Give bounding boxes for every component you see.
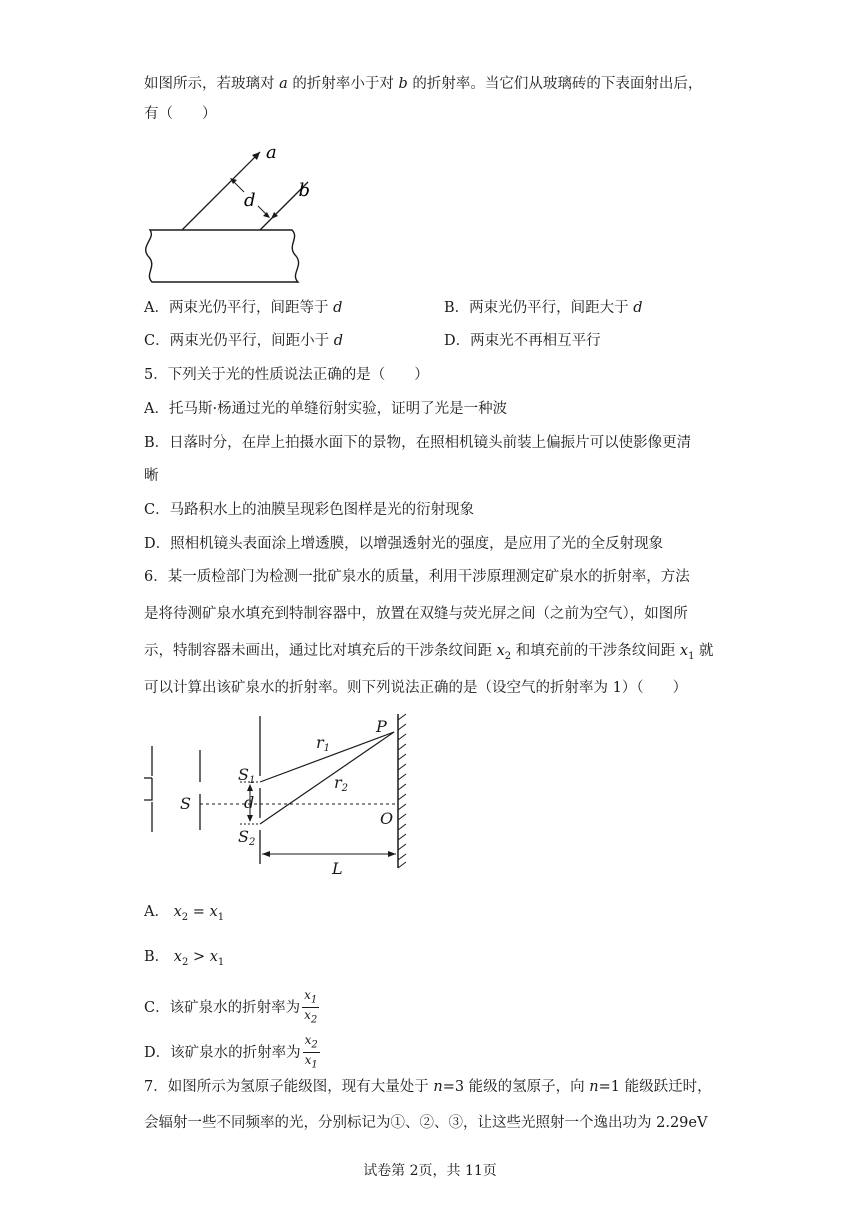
label-b: b [298, 180, 310, 201]
q5-option-b-line2: 晰 [144, 468, 159, 484]
q4-stem-line2: 有（ ） [144, 106, 217, 122]
q6-stem-line1: 6．某一质检部门为检测一批矿泉水的质量，利用干涉原理测定矿泉水的折射率，方法 [144, 569, 690, 585]
q5-stem: 5．下列关于光的性质说法正确的是（ ） [144, 367, 429, 383]
label-P: P [376, 717, 387, 736]
label-r1: r1 [316, 733, 331, 754]
label-L: L [332, 859, 343, 878]
q6-option-a: A． $x_2 = x_1$ [144, 904, 225, 923]
label-O: O [380, 809, 394, 828]
q7-stem-line1: 7．如图所示为氢原子能级图，现有大量处于 n=3 能级的氢原子，向 n=1 能级跃迁时， [144, 1079, 712, 1095]
q4-option-b: B．两束光仍平行，间距大于 d [444, 300, 643, 316]
q7-stem-line2: 会辐射一些不同频率的光，分别标记为①、②、③，让这些光照射一个逸出功为 2.29eV [144, 1115, 708, 1131]
q4-option-a: A．两束光仍平行，间距等于 d [144, 300, 343, 316]
q4-option-d: D．两束光不再相互平行 [444, 333, 601, 349]
q6-stem-line2: 是将待测矿泉水填充到特制容器中，放置在双缝与荧光屏之间（之前为空气），如图所 [144, 606, 688, 622]
q4-stem-line1: 如图所示，若玻璃对 a 的折射率小于对 b 的折射率。当它们从玻璃砖的下表面射出后， [144, 76, 703, 92]
q6-stem-line4: 可以计算出该矿泉水的折射率。则下列说法正确的是（设空气的折射率为 1）（ ） [144, 680, 688, 696]
q6-option-d: D．该矿泉水的折射率为 $\frac{x_2}{x_1}$ [144, 1033, 318, 1071]
glass-brick-figure [140, 138, 310, 288]
q4-option-c: C．两束光仍平行，间距小于 d [144, 333, 343, 349]
fraction-x2-over-x1: $\frac{x_2}{x_1}$ [304, 1033, 318, 1071]
label-a: a [266, 142, 277, 163]
fraction-x1-over-x2: $\frac{x_1}{x_2}$ [304, 988, 318, 1026]
label-d: d [244, 190, 256, 211]
q5-option-d: D．照相机镜头表面涂上增透膜，以增强透射光的强度，是应用了光的全反射现象 [144, 536, 664, 552]
label-r2: r2 [334, 773, 349, 794]
page-footer: 试卷第 2页，共 11页 [363, 1163, 497, 1179]
label-S1: S1 [238, 765, 256, 786]
label-S: S [180, 794, 191, 813]
q5-option-b-line1: B．日落时分，在岸上拍摄水面下的景物，在照相机镜头前装上偏振片可以使影像更清 [144, 435, 692, 451]
label-S2: S2 [238, 827, 256, 848]
q6-option-b: B． $x_2 > x_1$ [144, 949, 225, 968]
q6-stem-line3: 示，特制容器未画出，通过比对填充后的干涉条纹间距 $x_2$ 和填充前的干涉条纹间距 $x_1$ 就 [144, 643, 714, 662]
q6-option-c: C．该矿泉水的折射率为 $\frac{x_1}{x_2}$ [144, 988, 318, 1026]
q5-option-a: A．托马斯·杨通过光的单缝衍射实验，证明了光是一种波 [144, 401, 508, 417]
label-d: d [244, 793, 255, 812]
double-slit-figure [140, 712, 410, 880]
q5-option-c: C．马路积水上的油膜呈现彩色图样是光的衍射现象 [144, 502, 475, 518]
